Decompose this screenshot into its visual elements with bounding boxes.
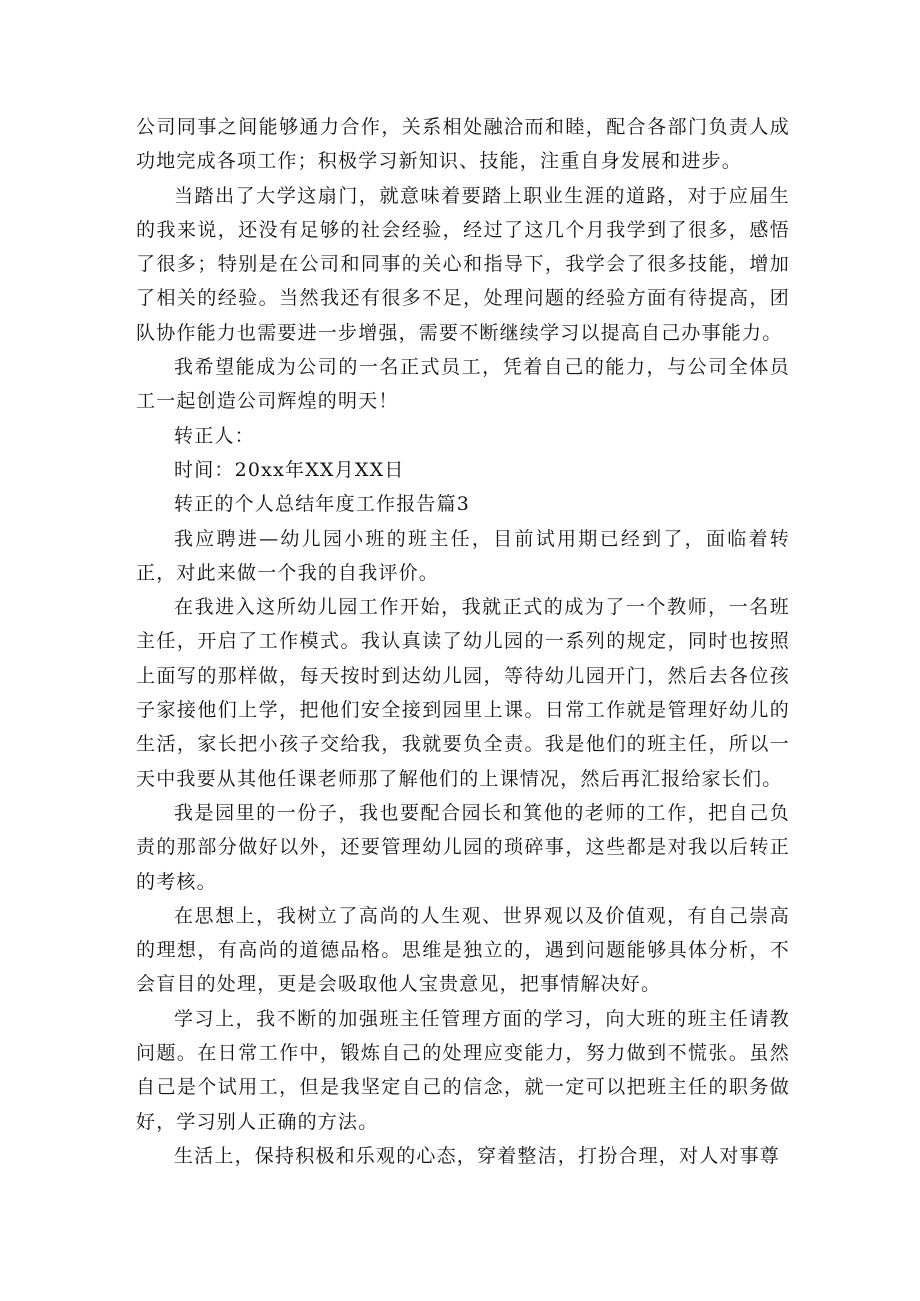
section-paragraph-life: 生活上，保持积极和乐观的心态，穿着整洁，打扮合理，对人对事尊 bbox=[174, 1144, 781, 1167]
section-paragraph-study: 学习上，我不断的加强班主任管理方面的学习，向大班的班主任请教问题。在日常工作中，锻炼自己的处理应变能力，努力做到不慌张。虽然自己是个试用工，但是我坚定自己的信念，就一定可以把班主任的职务做好，学习别人正确的方法。 bbox=[136, 1007, 790, 1133]
paragraph-career-start: 当踏出了大学这扇门，就意味着要踏上职业生涯的道路，对于应届生的我来说，还没有足够的社会经验，经过了这几个月我学到了很多，感悟了很多；特别是在公司和同事的关心和指导下，我学会了很多技能，增加了相关的经验。当然我还有很多不足，处理问题的经验方面有待提高，团队协作能力也需要进一步增强，需要不断继续学习以提高自己办事能力。 bbox=[136, 184, 790, 344]
section-paragraph-thought: 在思想上，我树立了高尚的人生观、世界观以及价值观，有自己崇高的理想，有高尚的道德品格。思维是独立的，遇到问题能够具体分析，不会盲目的处理，更是会吸取他人宝贵意见，把事情解决好。 bbox=[136, 904, 790, 996]
section-title: 转正的个人总结年度工作报告篇3 bbox=[174, 493, 471, 516]
paragraph-hope: 我希望能成为公司的一名正式员工，凭着自己的能力，与公司全体员工一起创造公司辉煌的明天！ bbox=[136, 356, 790, 413]
section-paragraph-cooperation: 我是园里的一份子，我也要配合园长和箕他的老师的工作，把自己负责的那部分做好以外，还要管理幼儿园的琐碎事，这些都是对我以后转正的考核。 bbox=[136, 801, 790, 893]
section-paragraph-work: 在我进入这所幼儿园工作开始，我就正式的成为了一个教师，一名班主任，开启了工作模式。我认真读了幼儿园的一系列的规定，同时也按照上面写的那样做，每天按时到达幼儿园，等待幼儿园开门，然后去各位孩子家接他们上学，把他们安全接到园里上课。日常工作就是管理好幼儿的生活，家长把小孩子交给我，我就要负全责。我是他们的班主任，所以一天中我要从其他任课老师那了解他们的上课情况，然后再汇报给家长们。 bbox=[136, 596, 790, 790]
signature-label: 转正人： bbox=[174, 424, 255, 447]
paragraph-continuation: 公司同事之间能够通力合作，关系相处融洽而和睦，配合各部门负责人成功地完成各项工作；积极学习新知识、技能，注重自身发展和进步。 bbox=[136, 116, 790, 173]
date-line: 时间：20xx年XX月XX日 bbox=[174, 458, 405, 481]
section-paragraph-intro: 我应聘进—幼儿园小班的班主任，目前试用期已经到了，面临着转正，对此来做一个我的自我评价。 bbox=[136, 527, 790, 584]
document-body bbox=[136, 110, 790, 1173]
